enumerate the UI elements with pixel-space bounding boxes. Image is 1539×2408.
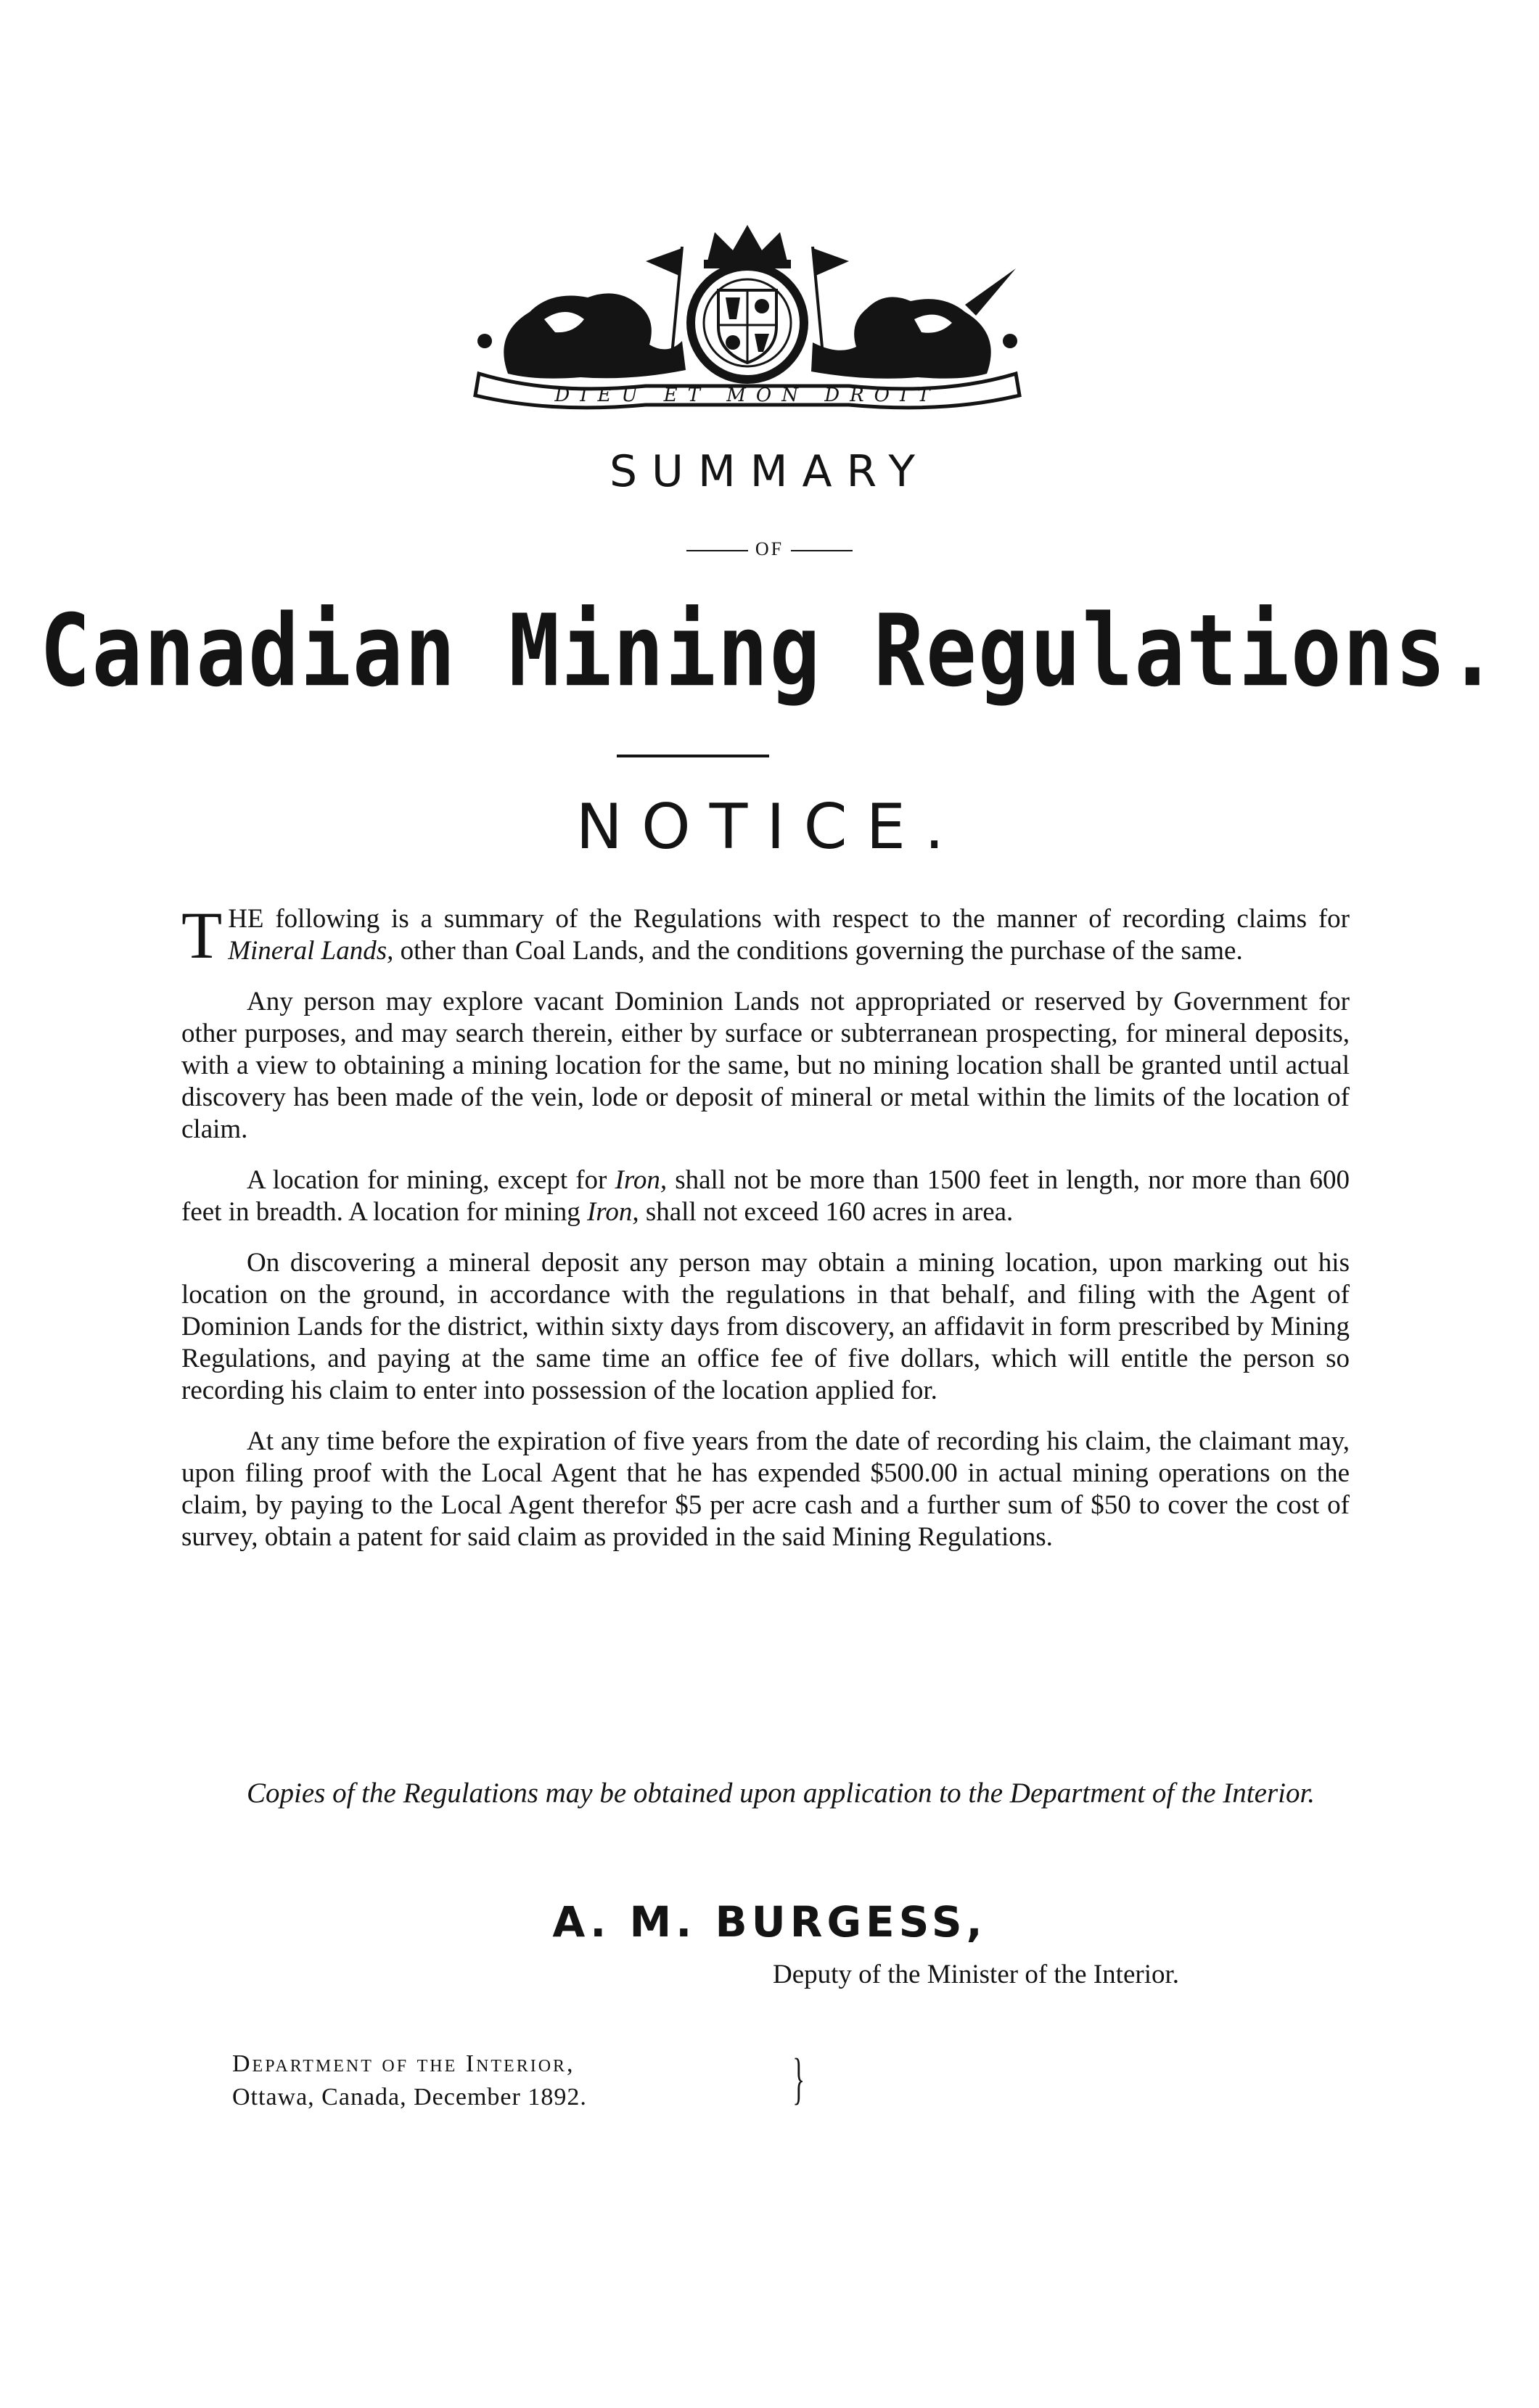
regulations-body [181,898,1350,1572]
title-rule [617,755,769,757]
summary-heading: SUMMARY [609,446,930,497]
italic-iron-1: Iron, [615,1165,668,1195]
location-size-text-b: shall not be more than 1500 feet in length, nor more than 600 feet in breadth. A location for mining [181,1165,1350,1227]
divider-dash-right [791,550,853,551]
dateline-brace: } [792,2047,805,2110]
of-divider [0,538,1539,560]
drop-cap: T [181,898,223,972]
of-label: OF [755,538,784,559]
dateline-place-date: Ottawa, Canada, December 1892. [232,2084,587,2111]
crest-scroll-text: DIEU ET MON DROIT [554,385,940,406]
paragraph-intro [181,898,1350,972]
notice-heading: NOTICE. [575,791,964,863]
dateline [232,2047,587,2114]
page-title: Canadian Mining Regulations. [39,593,1500,710]
location-size-text-a: A location for mining, except for [247,1165,615,1195]
paragraph-patent: At any time before the expiration of five years from the date of recording his claim, the claimant may, upon filing proof with the Local Agent that he has expended $500.00 in actual mining operations on the claim, by paying to the Local Agent therefor $5 per acre cash and a further sum of $50 to cover the cost of survey, obtain a patent for said claim as provided in the said Mining Regulations. [181,1426,1350,1552]
paragraph-exploration: Any person may explore vacant Dominion Lands not appropriated or reserved by Government for other purposes, and may search therein, either by surface or subterranean prospecting, for mineral deposits, with a view to obtaining a mining location for the same, but no mining location shall be granted until actual discovery has been made of the vein, lode or deposit of mineral or metal within the limits of the location of claim. [181,987,1350,1144]
divider-dash-left [686,550,748,551]
royal-coat-of-arms-icon [464,218,1030,414]
intro-text-end: other than Coal Lands, and the conditions governing the purchase of the same. [393,936,1243,966]
italic-iron-2: Iron, [586,1197,639,1227]
signatory-title: Deputy of the Minister of the Interior. [773,1960,1180,1989]
copies-notice: Copies of the Regulations may be obtained upon application to the Department of the Interior. [247,1778,1316,1809]
dateline-department: Department of the Interior, [232,2050,575,2077]
signatory-name: A. M. BURGESS, [552,1897,987,1947]
intro-italic-mineral-lands: Mineral Lands, [228,936,394,966]
intro-text: HE following is a summary of the Regulations with respect to the manner of recording claims for [228,904,1350,934]
location-size-text-c: shall not exceed 160 acres in area. [639,1197,1014,1227]
paragraph-discovery: On discovering a mineral deposit any person may obtain a mining location, upon marking out his location on the ground, in accordance with the regulations in that behalf, and filing with the Agent of Dominion Lands for the district, within sixty days from discovery, an affidavit in form prescribed by Mining Regulations, and paying at the same time an office fee of five dollars, which will entitle the person so recording his claim to enter into possession of the location applied for. [181,1248,1350,1405]
paragraph-location-size [181,1164,1350,1228]
